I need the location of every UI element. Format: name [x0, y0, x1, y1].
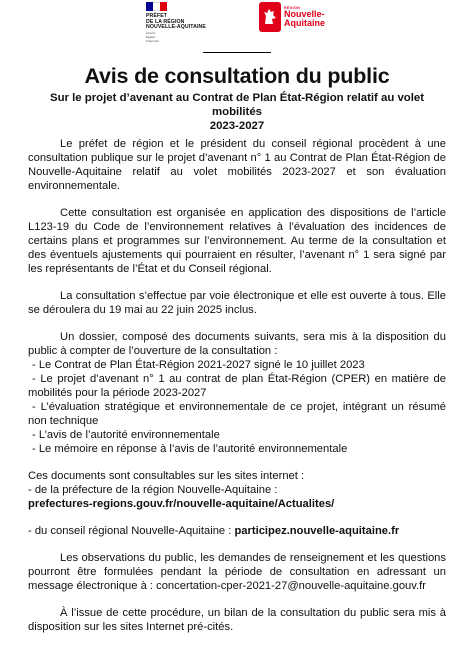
site2-label: - du conseil régional Nouvelle-Aquitaine : [28, 525, 235, 537]
prefet-line-1: PRÉFET [146, 13, 168, 19]
subtitle-line-2: 2023-2027 [209, 120, 265, 132]
paragraph-observations: Les observations du public, les demandes de renseignement et les questions pourront être formulées pendant la période de consultation en adressant un message électronique à : concertation-cper-2021-27@nouvelle-aquitaine.gouv.fr [28, 552, 446, 592]
paragraph-legal: Cette consultation est organisée en application des dispositions de l’article L123-19 du Code de l’environnement relatives à l’évaluation des incidences de certains plans et programmes sur l’environnement. Au terme de la consultation et des éventuels ajustements qui pourraient en résulter, l’avenant n° 1 sera signé par les représentants de l’État et du Conseil régional. [28, 207, 446, 275]
subtitle-line-1: Sur le projet d’avenant au Contrat de Plan État-Région relatif au volet mobilités [49, 92, 425, 118]
region-logo [259, 2, 325, 32]
prefet-motto-3: Fraternité [146, 39, 159, 44]
site1-label: - de la préfecture de la région Nouvelle-Aquitaine : [28, 484, 278, 496]
region-small-label: RÉGION [284, 6, 301, 10]
list-item: - L’évaluation stratégique et environnementale de ce projet, intégrant un résumé non technique [28, 401, 446, 427]
prefet-line-3: NOUVELLE-AQUITAINE [146, 24, 206, 31]
list-item: - L’avis de l’autorité environnementale [32, 429, 220, 441]
title-divider [203, 52, 271, 53]
region-name-1: Nouvelle- [284, 9, 325, 19]
list-item: - Le projet d’avenant n° 1 au contrat de plan État-Région (CPER) en matière de mobilités pour la période 2023-2027 [28, 373, 446, 399]
prefet-motto-2: Égalité [146, 34, 156, 39]
site2-line [28, 524, 446, 538]
sites-intro: Ces documents sont consultables sur les sites internet : [28, 470, 305, 482]
region-name-2: Aquitaine [284, 18, 326, 28]
paragraph-dossier: Un dossier, composé des documents suivants, sera mis à la disposition du public à compter de l’ouverture de la consultation : [28, 331, 446, 357]
region-lion-icon [259, 2, 281, 32]
french-flag-icon [146, 2, 167, 11]
paragraph-conclusion: À l’issue de cette procédure, un bilan de la consultation du public sera mis à disposition sur les sites Internet pré-cités. [28, 607, 446, 633]
page-title: Avis de consultation du public [84, 64, 390, 88]
list-item: - Le mémoire en réponse à l’avis de l’autorité environnementale [32, 443, 348, 455]
paragraph-dates: La consultation s’effectue par voie électronique et elle est ouverte à tous. Elle se déroulera du 19 mai au 22 juin 2025 inclus. [28, 290, 446, 316]
prefet-motto-1: Liberté [146, 30, 156, 35]
prefet-line-2: DE LA RÉGION [146, 18, 185, 25]
prefet-logo [146, 2, 210, 43]
list-item: - Le Contrat de Plan État-Région 2021-2027 signé le 10 juillet 2023 [32, 359, 365, 371]
site1-link[interactable]: prefectures-regions.gouv.fr/nouvelle-aquitaine/Actualites/ [28, 498, 335, 510]
logo-bar [28, 0, 446, 50]
paragraph-intro: Le préfet de région et le président du conseil régional procèdent à une consultation publique sur le projet d’avenant n° 1 au Contrat de Plan État-Région de Nouvelle-Aquitaine relatif au volet mobilités 2023-2027 et son évaluation environnementale. [28, 138, 446, 192]
site2-link[interactable]: participez.nouvelle-aquitaine.fr [234, 525, 400, 537]
